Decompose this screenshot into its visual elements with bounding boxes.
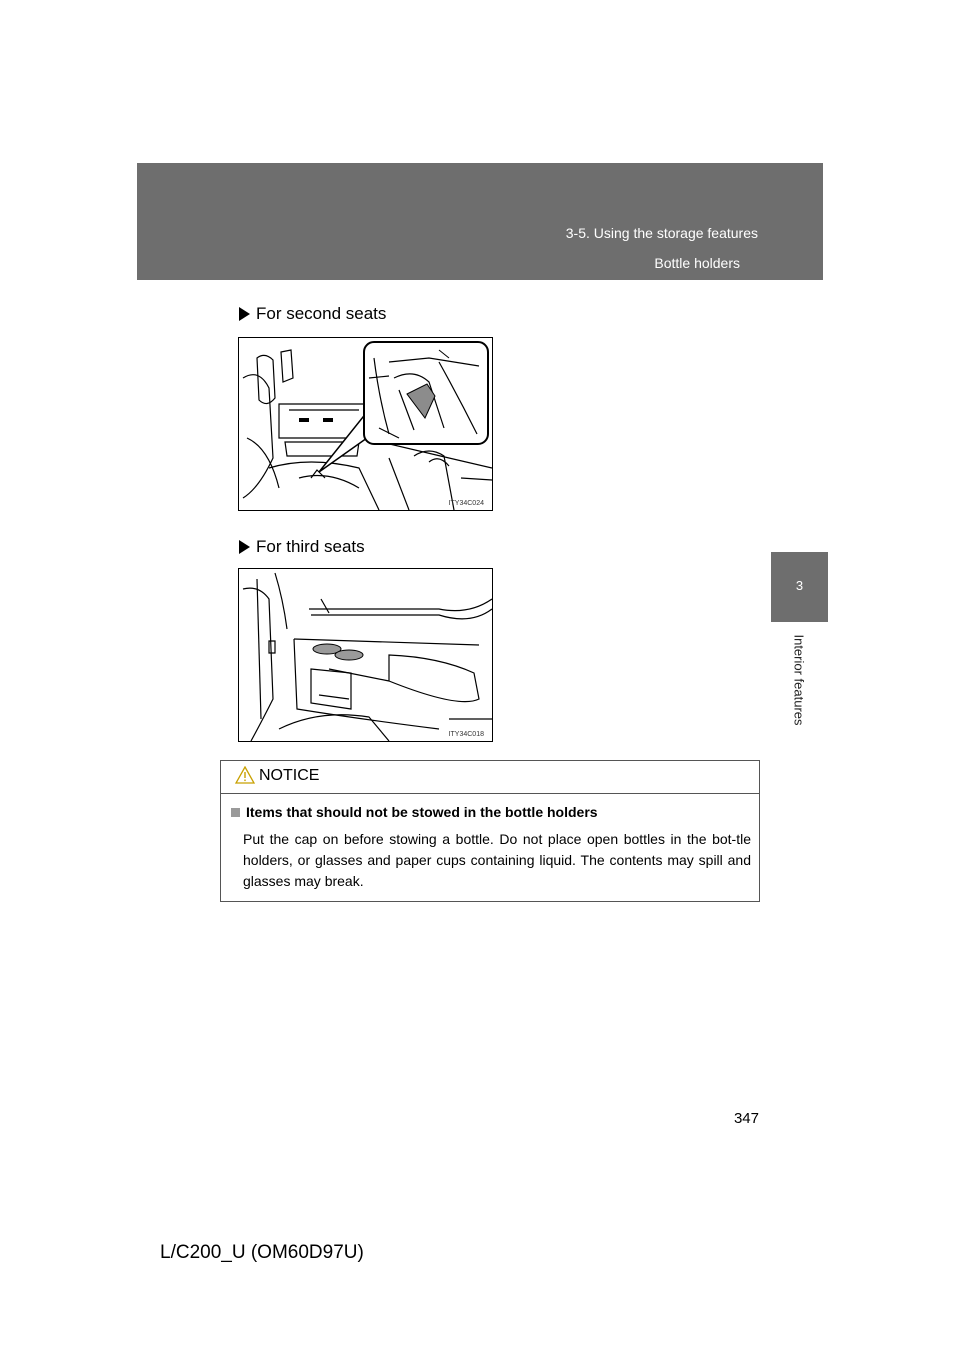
second-seats-drawing [239,338,492,510]
second-seats-heading [239,304,386,324]
chapter-label: Interior features [791,634,807,726]
arrow-right-icon [239,540,250,554]
arrow-right-icon [239,307,250,321]
third-seats-illustration [238,568,493,742]
notice-subheading-text: Items that should not be stowed in the bottle holders [246,804,598,820]
topic-title: Bottle holders [654,255,740,271]
third-seats-heading-text: For third seats [256,537,365,556]
second-seats-illustration [238,337,493,511]
warning-triangle-icon [235,766,255,784]
figure-code: ITY34C024 [448,500,484,507]
notice-box [220,760,760,902]
notice-subheading [231,804,598,820]
notice-body: Put the cap on before stowing a bottle. Do not place open bottles in the bot-tle holders, or glasses and paper cups containing liquid. The contents may spill and glasses may break. [243,831,751,889]
figure-code: ITY34C018 [448,731,484,738]
third-seats-drawing [239,569,492,741]
notice-header [221,761,759,794]
chapter-tab [771,552,828,622]
square-bullet-icon [231,808,240,817]
header-band [137,163,823,280]
second-seats-heading-text: For second seats [256,304,387,323]
document-code: L/C200_U (OM60D97U) [160,1242,364,1263]
section-title: 3-5. Using the storage features [565,225,758,241]
chapter-number: 3 [795,578,804,593]
notice-title: NOTICE [259,767,320,784]
third-seats-heading [239,537,365,557]
page-number: 347 [733,1110,759,1127]
